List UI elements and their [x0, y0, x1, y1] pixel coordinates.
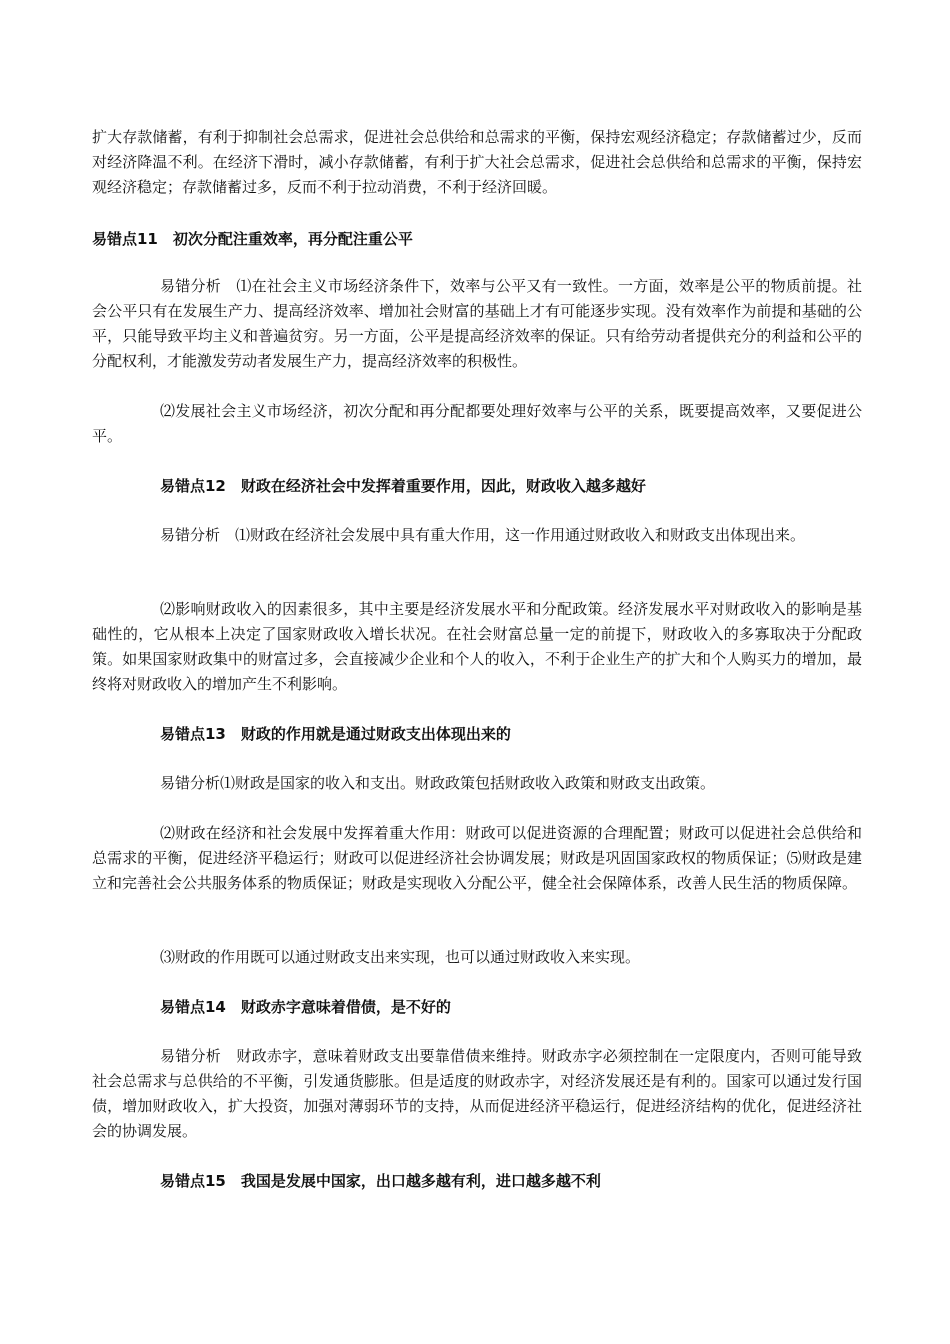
- paragraph-13-analysis-3: ⑶财政的作用既可以通过财政支出来实现，也可以通过财政收入来实现。: [160, 948, 641, 966]
- paragraph-12-analysis-2: ⑵影响财政收入的因素很多，其中主要是经济发展水平和分配政策。经济发展水平对财政收入的影响是基础性的，它从根本上决定了国家财政收入增长状况。在社会财富总量一定的前提下，财政收入的多寡取决于分配政策。如果国家财政集中的财富过多，会直接减少企业和个人的收入，不利于企业生产的扩大和个人购买力的增加，最终将对财政收入的增加产生不利影响。: [92, 600, 862, 693]
- heading-point-11: 易错点11 初次分配注重效率，再分配注重公平: [92, 230, 413, 248]
- paragraph-savings: 扩大存款储蓄，有利于抑制社会总需求，促进社会总供给和总需求的平衡，保持宏观经济稳定；存款储蓄过少，反而对经济降温不利。在经济下滑时，减小存款储蓄，有利于扩大社会总需求，促进社会总供给和总需求的平衡，保持宏观经济稳定；存款储蓄过多，反而不利于拉动消费，不利于经济回暖。: [92, 128, 862, 196]
- heading-point-14: 易错点14 财政赤字意味着借债，是不好的: [160, 998, 451, 1016]
- heading-point-15: 易错点15 我国是发展中国家，出口越多越有利，进口越多越不利: [160, 1172, 601, 1190]
- paragraph-11-analysis-2: ⑵发展社会主义市场经济，初次分配和再分配都要处理好效率与公平的关系，既要提高效率，又要促进公平。: [92, 402, 862, 445]
- paragraph-12-analysis-1: 易错分析 ⑴财政在经济社会发展中具有重大作用，这一作用通过财政收入和财政支出体现出来。: [160, 526, 806, 544]
- paragraph-14-analysis: 易错分析 财政赤字，意味着财政支出要靠借债来维持。财政赤字必须控制在一定限度内，否则可能导致社会总需求与总供给的不平衡，引发通货膨胀。但是适度的财政赤字，对经济发展还是有利的。国家可以通过发行国债，增加财政收入，扩大投资，加强对薄弱环节的支持，从而促进经济平稳运行，促进经济结构的优化，促进经济社会的协调发展。: [92, 1047, 862, 1140]
- heading-point-12: 易错点12 财政在经济社会中发挥着重要作用，因此，财政收入越多越好: [160, 477, 646, 495]
- heading-point-13: 易错点13 财政的作用就是通过财政支出体现出来的: [160, 725, 511, 743]
- paragraph-11-analysis-1: 易错分析 ⑴在社会主义市场经济条件下，效率与公平又有一致性。一方面，效率是公平的物质前提。社会公平只有在发展生产力、提高经济效率、增加社会财富的基础上才有可能逐步实现。没有效率作为前提和基础的公平，只能导致平均主义和普遍贫穷。另一方面，公平是提高经济效率的保证。只有给劳动者提供充分的利益和公平的分配权利，才能激发劳动者发展生产力，提高经济效率的积极性。: [92, 277, 862, 370]
- paragraph-13-analysis-1: 易错分析⑴财政是国家的收入和支出。财政政策包括财政收入政策和财政支出政策。: [160, 774, 716, 792]
- paragraph-13-analysis-2: ⑵财政在经济和社会发展中发挥着重大作用：财政可以促进资源的合理配置；财政可以促进社会总供给和总需求的平衡，促进经济平稳运行；财政可以促进经济社会协调发展；财政是巩固国家政权的物质保证；⑸财政是建立和完善社会公共服务体系的物质保证；财政是实现收入分配公平，健全社会保障体系，改善人民生活的物质保障。: [92, 824, 862, 892]
